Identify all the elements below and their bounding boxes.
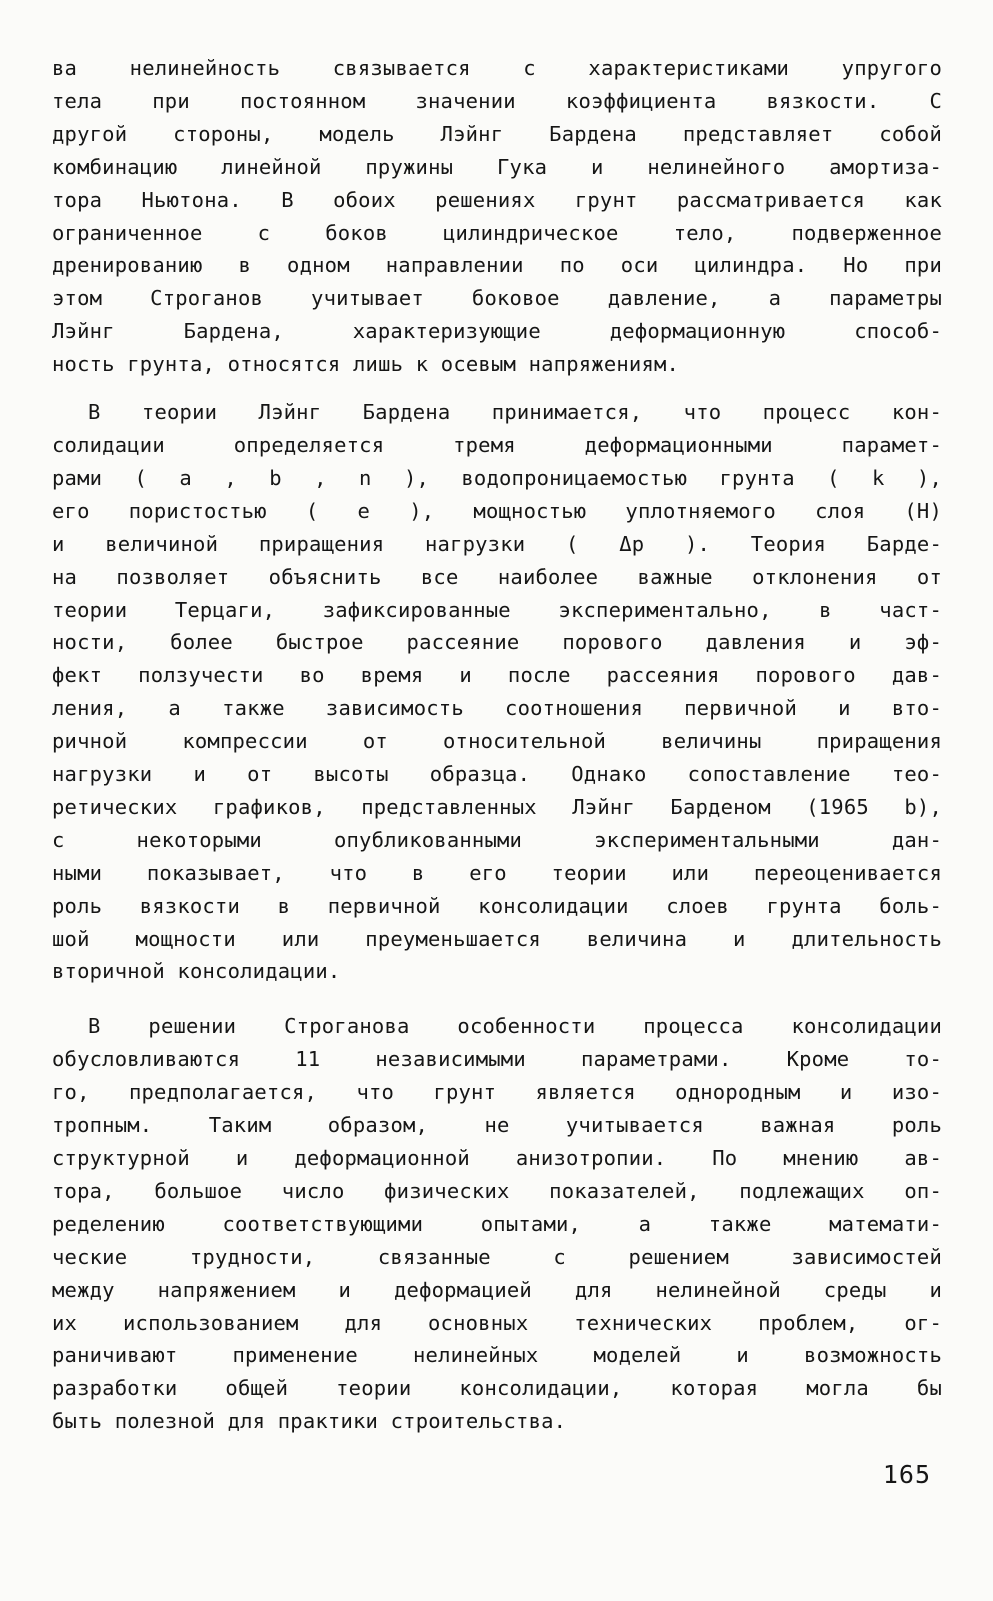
text-line: ческие трудности, связанные с решением зависимостей	[52, 1244, 942, 1269]
text-line: теории Терцаги, зафиксированные экспериментально, в част-	[52, 597, 942, 622]
text-line: нагрузки и от высоты образца. Однако сопоставление тео-	[52, 762, 942, 787]
text-line: В решении Строганова особенности процесса консолидации	[88, 1014, 942, 1039]
text-line: между напряжением и деформацией для нелинейной среды и	[52, 1277, 942, 1302]
text-line: их использованием для основных технических проблем, ог-	[52, 1310, 942, 1335]
text-line: ричной компрессии от относительной величины приращения	[52, 729, 942, 754]
text-line: быть полезной для практики строительства.	[52, 1409, 567, 1434]
text-line: ределению соответствующими опытами, а также математи-	[52, 1211, 942, 1236]
paragraph-2	[52, 396, 942, 988]
text-line: Лэйнг Бардена, характеризующие деформационную способ-	[52, 319, 942, 344]
text-line: структурной и деформационной анизотропии. По мнению ав-	[52, 1146, 942, 1170]
text-line: рами ( a , b , n ), водопроницаемостью грунта ( k ),	[52, 465, 942, 490]
text-line: другой стороны, модель Лэйнг Бардена представляет собой	[52, 121, 942, 146]
text-line: ретических графиков, представленных Лэйнг Барденом (1965 b),	[52, 794, 942, 819]
text-line: ность грунта, относятся лишь к осевым напряжениям.	[52, 352, 680, 377]
text-line: ограниченное с боков цилиндрическое тело, подверженное	[52, 220, 942, 245]
page-number: 165	[882, 1460, 931, 1489]
text-line: тропным. Таким образом, не учитывается важная роль	[52, 1113, 942, 1138]
text-line: разработки общей теории консолидации, которая могла бы	[52, 1376, 942, 1401]
text-line: этом Строганов учитывает боковое давление, а параметры	[52, 286, 942, 311]
paragraph-3	[52, 1010, 942, 1438]
text-line: ления, а также зависимость соотношения первичной и вто-	[52, 696, 942, 721]
text-line: раничивают применение нелинейных моделей и возможность	[52, 1343, 942, 1368]
page-body	[52, 52, 942, 1438]
text-line: и величиной приращения нагрузки ( Δp ). Теория Барде-	[52, 531, 942, 556]
text-line: обусловливаются 11 независимыми параметрами. Кроме то-	[52, 1047, 942, 1072]
text-line: ности, более быстрое рассеяние порового давления и эф-	[52, 630, 942, 655]
text-line: комбинацию линейной пружины Гука и нелинейного амортиза-	[52, 154, 942, 179]
text-line: го, предполагается, что грунт является однородным и изо-	[52, 1080, 942, 1105]
text-line: роль вязкости в первичной консолидации слоев грунта боль-	[52, 893, 942, 918]
text-line: ва нелинейность связывается с характеристиками упругого	[52, 56, 942, 80]
text-line: ными показывает, что в его теории или переоценивается	[52, 860, 942, 885]
text-line: солидации определяется тремя деформационными парамет-	[52, 432, 942, 457]
text-line: тора, большое число физических показателей, подлежащих оп-	[52, 1178, 942, 1203]
text-line: его пористостью ( e ), мощностью уплотняемого слоя (H)	[52, 498, 942, 523]
text-line: дренированию в одном направлении по оси цилиндра. Но при	[52, 253, 942, 278]
text-line: шой мощности или преуменьшается величина и длительность	[52, 926, 942, 951]
paragraph-1	[52, 52, 942, 381]
text-line: на позволяет объяснить все наиболее важные отклонения от	[52, 564, 942, 589]
text-line: с некоторыми опубликованными экспериментальными дан-	[52, 827, 942, 852]
text-line: тора Ньютона. В обоих решениях грунт рассматривается как	[52, 187, 942, 212]
text-line: В теории Лэйнг Бардена принимается, что процесс кон-	[88, 400, 942, 425]
text-line: фект ползучести во время и после рассеяния порового дав-	[52, 663, 942, 688]
text-line: тела при постоянном значении коэффициента вязкости. С	[52, 88, 942, 113]
text-line: вторичной консолидации.	[52, 959, 341, 984]
